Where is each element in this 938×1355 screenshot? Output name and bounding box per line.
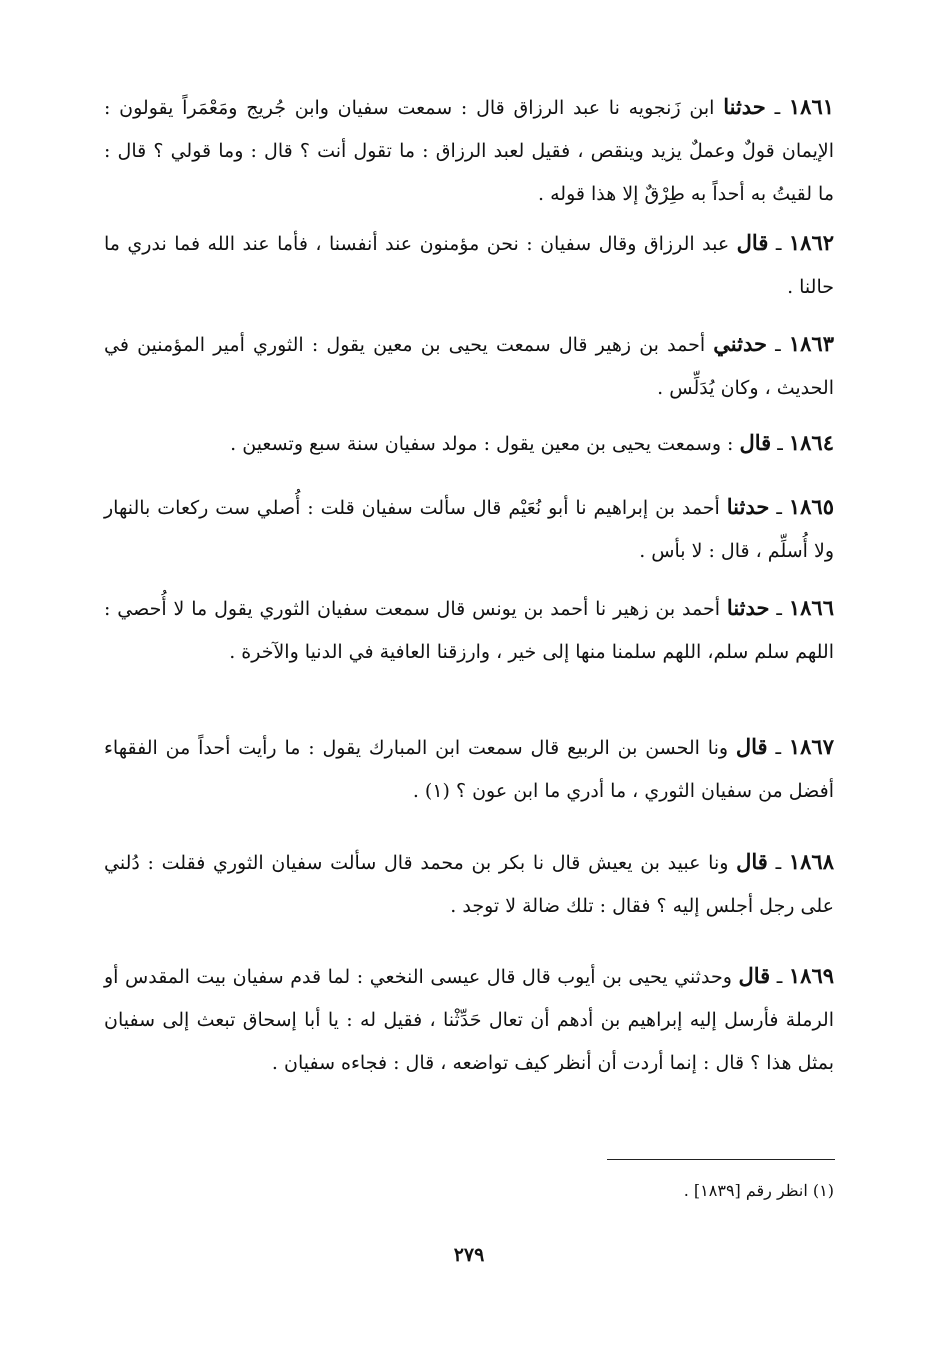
entry-number: ١٨٦٨ xyxy=(788,849,834,874)
hadith-entry xyxy=(104,85,834,216)
dash: ـ xyxy=(777,433,783,455)
entry-number: ١٨٦٣ xyxy=(788,331,834,356)
footnote-divider xyxy=(607,1159,835,1160)
entry-lead-word: حدثني xyxy=(713,331,767,356)
dash: ـ xyxy=(776,497,782,519)
dash: ـ xyxy=(775,737,782,759)
hadith-entry xyxy=(104,221,834,309)
dash: ـ xyxy=(775,852,782,874)
hadith-entry xyxy=(104,954,834,1085)
entry-lead-word: حدثنا xyxy=(726,595,770,620)
entry-lead-word: قال xyxy=(736,849,768,874)
entry-lead-word: قال xyxy=(739,430,772,455)
entry-text: وحدثني يحيى بن أيوب قال قال عيسى النخعي : لما قدم سفيان بيت المقدس أو الرملة فأرسل إليه إبراهيم بن أدهم أن تعال حَدِّثْنا ، فقيل له : يا أبا إسحاق تبعث إلى سفيان بمثل هذا ؟ قال : إنما أردت أن أنظر كيف تواضعه ، قال : فجاءه سفيان . xyxy=(104,966,834,1074)
dash: ـ xyxy=(775,334,781,356)
entry-lead-word: حدثنا xyxy=(723,94,766,119)
page-number: ٢٧٩ xyxy=(453,1244,485,1266)
entry-text: أحمد بن زهير نا أحمد بن يونس قال سمعت سفيان الثوري يقول ما لا أُحصي : اللهم سلم سلم، اللهم سلمنا منها إلى خير ، وارزقنا العافية في الدنيا والآخرة . xyxy=(104,598,834,663)
dash: ـ xyxy=(774,97,781,119)
hadith-entry xyxy=(104,586,834,674)
entry-lead-word: قال xyxy=(738,963,771,988)
footnote: (١) انظر رقم [١٨٣٩] . xyxy=(683,1181,834,1200)
entry-number: ١٨٦٩ xyxy=(788,963,835,988)
entry-text: أحمد بن زهير قال سمعت يحيى بن معين يقول : الثوري أمير المؤمنين في الحديث ، وكان يُدَلِّس . xyxy=(104,334,834,399)
entry-number: ١٨٦٧ xyxy=(788,734,834,759)
entry-lead-word: قال xyxy=(735,734,768,759)
entry-text: عبد الرزاق وقال سفيان : نحن مؤمنون عند أنفسنا ، فأما عند الله فما ندري ما حالنا . xyxy=(104,233,834,298)
hadith-entry xyxy=(104,840,834,928)
dash: ـ xyxy=(776,598,782,620)
entry-number: ١٨٦٥ xyxy=(788,494,834,519)
entry-text: ابن زَنجويه نا عبد الرزاق قال : سمعت سفيان وابن جُريج ومَعْمَراً يقولون : الإيمان قولٌ وعملٌ يزيد وينقص ، فقيل لعبد الرزاق : ما تقول أنت ؟ قال : وما قولي ؟ قال : ما لقيتُ به أحداً به طِرْقٌ إلا هذا قوله . xyxy=(104,97,834,205)
entry-text: أحمد بن إبراهيم نا أبو نُعَيْم قال سألت سفيان قلت : أُصلي ست ركعات بالنهار ولا أُسلِّم ، قال : لا بأس . xyxy=(104,497,834,562)
hadith-entry xyxy=(104,485,834,573)
entry-lead-word: حدثنا xyxy=(726,494,770,519)
entry-text: ونا عبيد بن يعيش قال نا بكر بن محمد قال سألت سفيان الثوري فقلت : دُلني على رجل أجلس إليه ؟ فقال : تلك ضالة لا توجد . xyxy=(104,852,834,917)
dash: ـ xyxy=(775,233,782,255)
entry-number: ١٨٦٤ xyxy=(788,430,834,455)
entry-number: ١٨٦٢ xyxy=(788,230,835,255)
hadith-entry xyxy=(104,322,834,410)
entry-text: : وسمعت يحيى بن معين يقول : مولد سفيان سنة سبع وتسعين . xyxy=(230,433,734,455)
entry-text: ونا الحسن بن الربيع قال سمعت ابن المبارك يقول : ما رأيت أحداً من الفقهاء أفضل من سفيان الثوري ، ما أدري ما ابن عون ؟ (١) . xyxy=(104,737,834,802)
hadith-entry xyxy=(104,725,834,813)
entry-number: ١٨٦١ xyxy=(788,94,835,119)
hadith-entry xyxy=(104,421,834,466)
dash: ـ xyxy=(776,966,783,988)
entry-lead-word: قال xyxy=(736,230,769,255)
entry-number: ١٨٦٦ xyxy=(788,595,834,620)
